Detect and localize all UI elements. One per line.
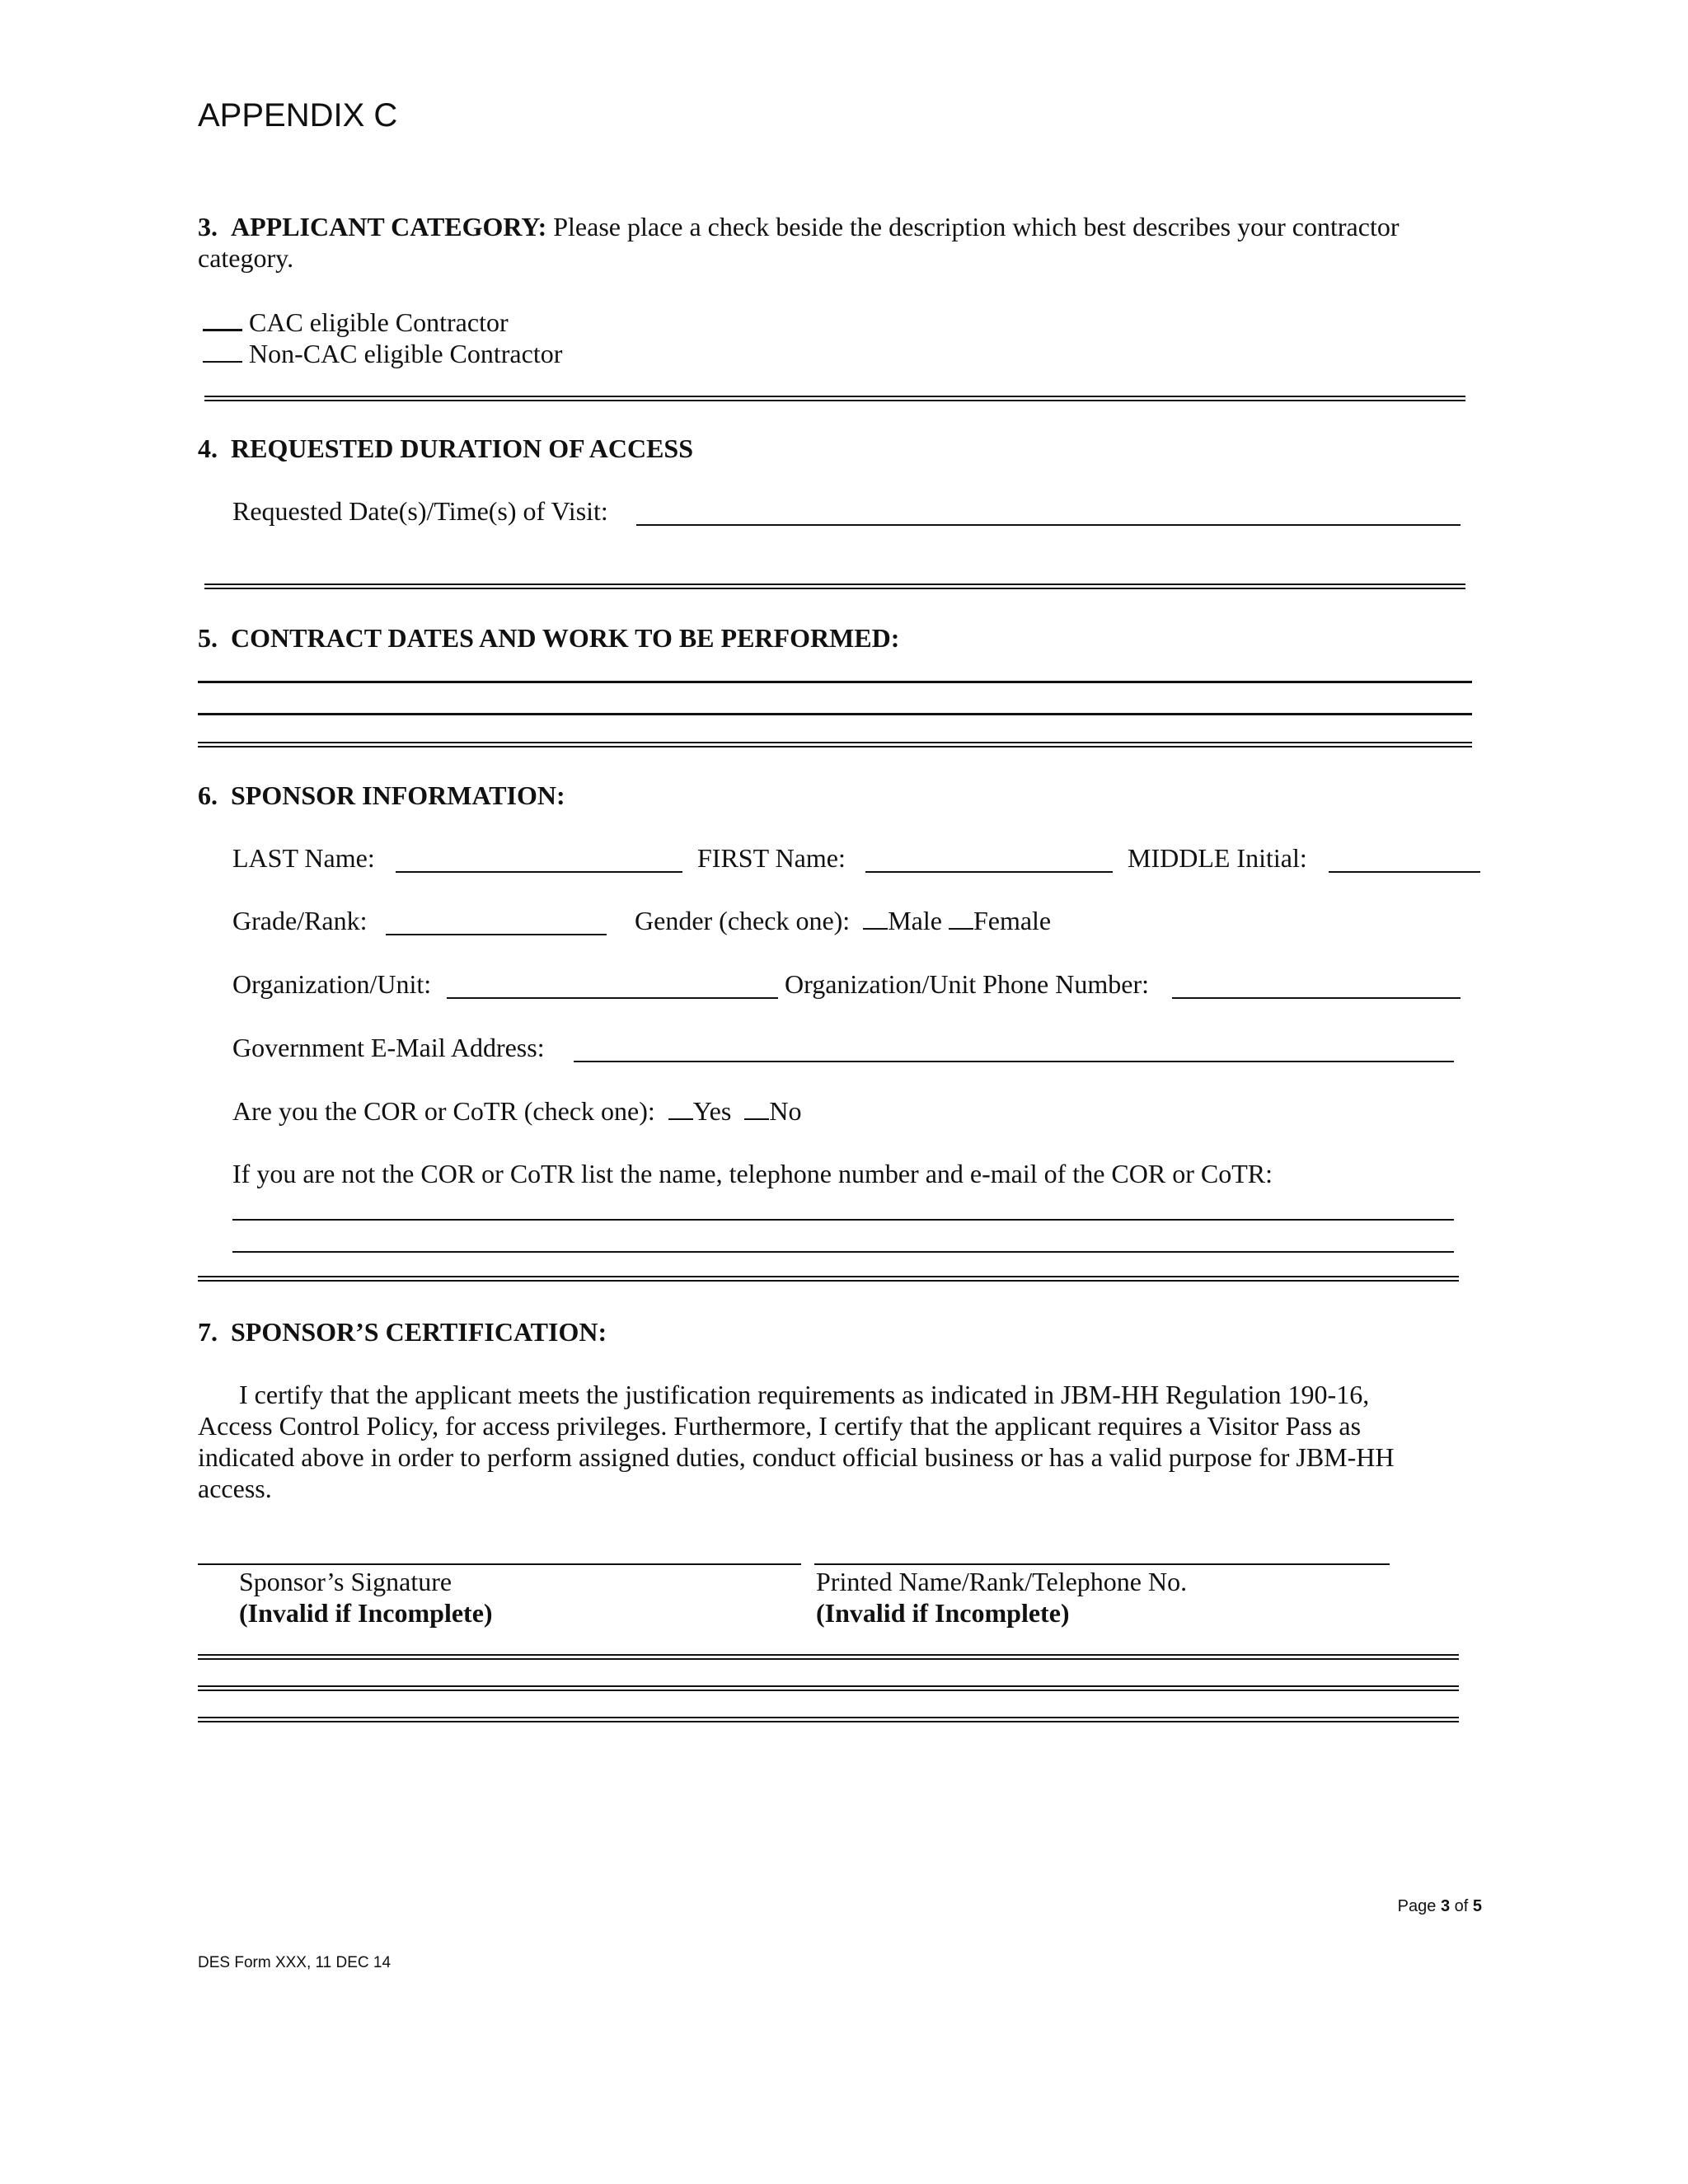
section-4-heading: REQUESTED DURATION OF ACCESS <box>231 434 693 463</box>
cor-no-label: No <box>769 1096 802 1126</box>
printed-name-note: (Invalid if Incomplete) <box>816 1598 1070 1628</box>
cac-checkbox-blank[interactable] <box>203 307 242 331</box>
section-divider <box>198 1717 1459 1722</box>
section-divider <box>198 1654 1459 1660</box>
section-divider <box>204 583 1465 589</box>
certification-text-line-2: Access Control Policy, for access privileges. Furthermore, I certify that the applicant requires a Visitor Pass as <box>198 1411 1362 1441</box>
gender-group <box>635 905 1051 936</box>
first-name-label: FIRST Name: <box>697 843 846 873</box>
first-name-field[interactable] <box>865 871 1113 873</box>
section-5-heading: CONTRACT DATES AND WORK TO BE PERFORMED: <box>231 623 900 653</box>
cor-question: Are you the COR or CoTR (check one): <box>232 1096 655 1126</box>
certification-text-line-4: access. <box>198 1474 272 1503</box>
org-unit-field[interactable] <box>447 997 778 999</box>
section-6-title <box>198 780 565 811</box>
certification-text-line-3: indicated above in order to perform assigned duties, conduct official business or has a valid purpose for JBM-HH <box>198 1442 1395 1472</box>
certification-text-line-1: I certify that the applicant meets the justification requirements as indicated in JBM-HH Regulation 190-16, <box>239 1380 1370 1409</box>
cor-no-checkbox-blank[interactable] <box>744 1097 769 1120</box>
org-phone-field[interactable] <box>1172 997 1461 999</box>
sponsor-signature-note: (Invalid if Incomplete) <box>239 1598 493 1628</box>
email-label: Government E-Mail Address: <box>232 1033 545 1062</box>
cor-list-label: If you are not the COR or CoTR list the name, telephone number and e-mail of the COR or CoTR: <box>232 1159 1273 1188</box>
printed-name-field[interactable] <box>814 1563 1390 1565</box>
org-unit-label: Organization/Unit: <box>232 969 432 999</box>
section-7-title <box>198 1316 607 1347</box>
section-7-number: 7. <box>198 1317 218 1347</box>
section-6-number: 6. <box>198 780 218 810</box>
cor-group <box>232 1095 801 1127</box>
male-label: Male <box>888 906 942 935</box>
visit-dates-label: Requested Date(s)/Time(s) of Visit: <box>232 496 608 526</box>
female-checkbox-blank[interactable] <box>949 907 973 930</box>
page-prefix: Page <box>1397 1897 1437 1915</box>
page-number <box>1398 1896 1482 1917</box>
cor-yes-checkbox-blank[interactable] <box>668 1097 693 1120</box>
org-phone-label: Organization/Unit Phone Number: <box>785 969 1149 999</box>
section-divider <box>198 742 1472 748</box>
non-cac-option[interactable] <box>203 338 562 369</box>
work-line-1[interactable] <box>198 681 1472 683</box>
section-3-intro <box>198 211 1399 242</box>
cac-option-label: CAC eligible Contractor <box>249 307 509 337</box>
male-checkbox-blank[interactable] <box>863 907 888 930</box>
gender-label: Gender (check one): <box>635 906 851 935</box>
page-current: 3 <box>1440 1897 1451 1915</box>
last-name-field[interactable] <box>396 871 682 873</box>
middle-initial-label: MIDDLE Initial: <box>1128 843 1307 873</box>
section-7-heading: SPONSOR’S CERTIFICATION: <box>231 1317 607 1347</box>
printed-name-label: Printed Name/Rank/Telephone No. <box>816 1567 1188 1596</box>
sponsor-signature-field[interactable] <box>198 1563 801 1565</box>
section-6-heading: SPONSOR INFORMATION: <box>231 780 565 810</box>
section-5-title <box>198 622 899 654</box>
last-name-label: LAST Name: <box>232 843 375 873</box>
grade-rank-label: Grade/Rank: <box>232 906 368 935</box>
section-divider <box>198 1685 1459 1691</box>
section-3-number: 3. <box>198 212 218 241</box>
cac-option[interactable] <box>203 307 509 338</box>
work-line-2[interactable] <box>198 713 1472 715</box>
section-3-instruction-cont: category. <box>198 243 294 273</box>
section-divider <box>204 396 1465 401</box>
visit-dates-field[interactable] <box>636 524 1461 526</box>
non-cac-checkbox-blank[interactable] <box>203 340 242 363</box>
sponsor-signature-label: Sponsor’s Signature <box>239 1567 452 1596</box>
female-label: Female <box>973 906 1052 935</box>
page-title: APPENDIX C <box>198 97 398 134</box>
section-5-number: 5. <box>198 623 218 653</box>
email-field[interactable] <box>574 1061 1454 1062</box>
section-3-instruction: Please place a check beside the description which best describes your contractor <box>553 212 1400 241</box>
cor-yes-label: Yes <box>692 1096 732 1126</box>
section-divider <box>198 1276 1459 1282</box>
cor-info-line-2[interactable] <box>232 1251 1454 1253</box>
section-3-heading: APPLICANT CATEGORY: <box>231 212 547 241</box>
cor-info-line-1[interactable] <box>232 1219 1454 1221</box>
section-4-title <box>198 433 693 464</box>
non-cac-option-label: Non-CAC eligible Contractor <box>249 339 563 368</box>
form-id: DES Form XXX, 11 DEC 14 <box>198 1954 392 1971</box>
middle-initial-field[interactable] <box>1329 871 1480 873</box>
page-of: of <box>1454 1897 1469 1915</box>
grade-rank-field[interactable] <box>386 934 607 935</box>
section-4-number: 4. <box>198 434 218 463</box>
page-total: 5 <box>1472 1897 1482 1915</box>
